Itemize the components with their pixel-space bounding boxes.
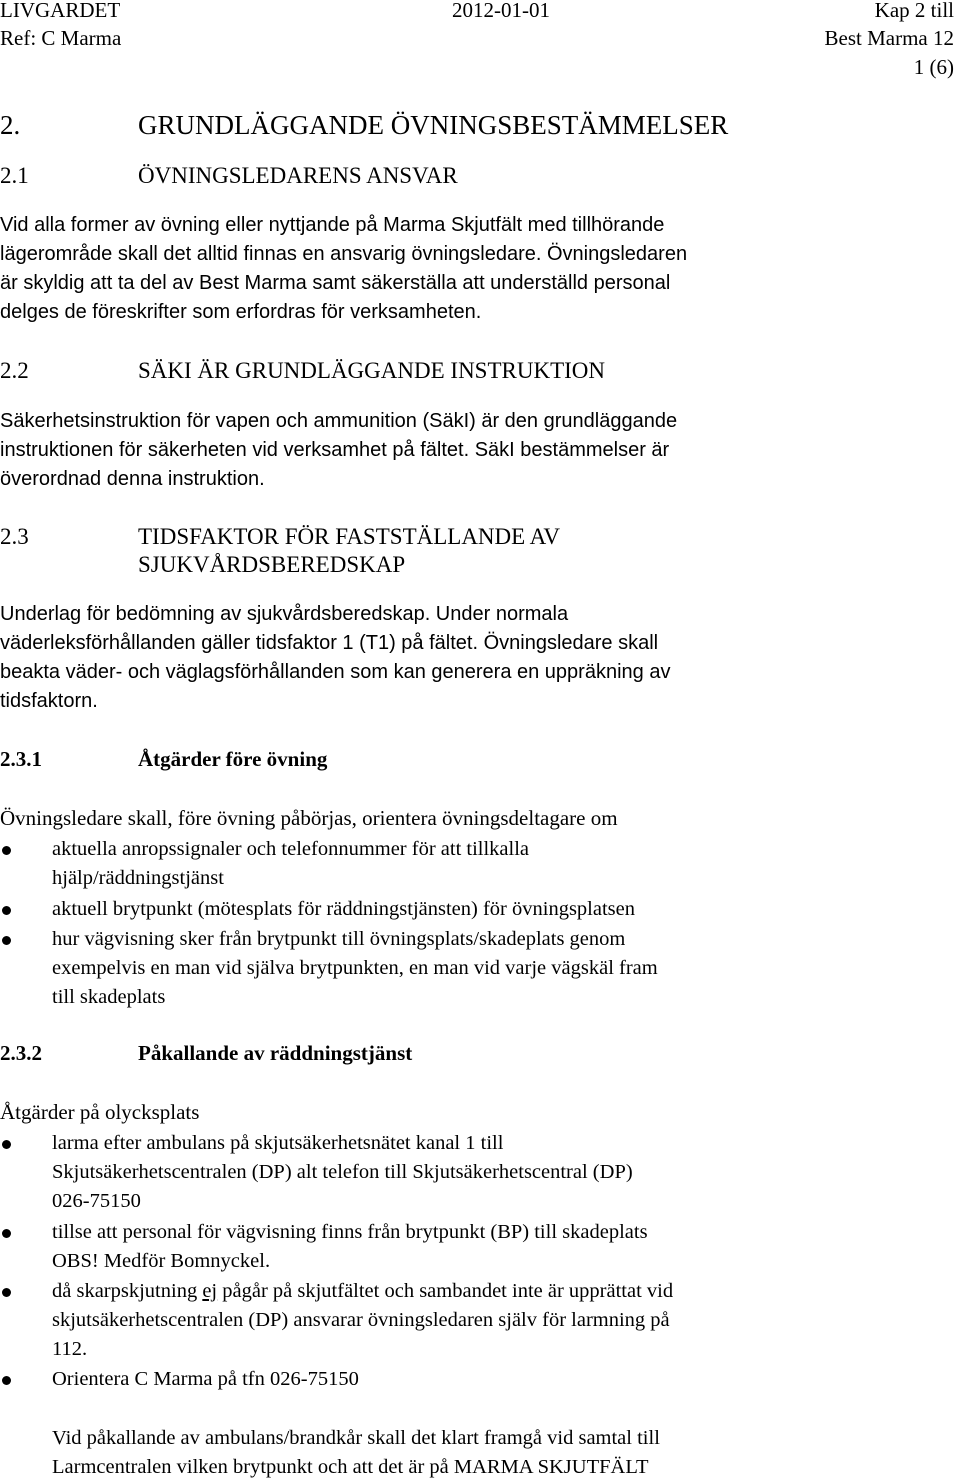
text-line: till skadeplats: [52, 986, 166, 1008]
section-number: 2.3: [0, 524, 29, 549]
text-line: Vid alla former av övning eller nyttjande på Marma Skjutfält med tillhörande: [0, 214, 665, 236]
text-segment: då skarpskjutning: [52, 1280, 203, 1302]
section-title: SJUKVÅRDSBEREDSKAP: [138, 552, 406, 577]
emphasis: ej: [202, 1280, 218, 1302]
text-line: aktuell brytpunkt (mötesplats för räddningstjänsten) för övningsplatsen: [52, 898, 635, 920]
bullet-icon: [2, 846, 11, 855]
paragraph-2-2: [0, 407, 955, 494]
text-line: aktuella anropssignaler och telefonnummer för att tillkalla: [52, 838, 530, 860]
text-line: Underlag för bedömning av sjukvårdsberedskap. Under normala: [0, 603, 569, 625]
text-line: [52, 1277, 952, 1306]
intro-2-3-2: Åtgärder på olycksplats: [0, 1100, 200, 1124]
text-line: OBS! Medför Bomnyckel.: [52, 1250, 271, 1272]
text-line: tidsfaktorn.: [0, 690, 98, 712]
text-line: tillse att personal för vägvisning finns från brytpunkt (BP) till skadeplats: [52, 1221, 648, 1243]
header-page: 1 (6): [913, 55, 954, 79]
text-line: 112.: [52, 1338, 88, 1360]
text-line: instruktionen för säkerheten vid verksamhet på fältet. SäkI bestämmelser är: [0, 439, 670, 461]
section-number: 2.: [0, 110, 21, 140]
bullet-icon: [2, 1288, 11, 1297]
text-line: hjälp/räddningstjänst: [52, 867, 224, 889]
bullet-icon: [2, 1140, 11, 1149]
intro-2-3-1: Övningsledare skall, före övning påbörjas, orientera övningsdeltagare om: [0, 806, 618, 830]
text-line: Vid påkallande av ambulans/brandkår skall det klart framgå vid samtal till: [52, 1427, 660, 1449]
text-line: exempelvis en man vid själva brytpunkten, en man vid varje vägskäl fram: [52, 957, 658, 979]
text-line: Larmcentralen vilken brytpunkt och att det är på MARMA SKJUTFÄLT: [52, 1456, 649, 1478]
text-segment: pågår på skjutfältet och sambandet inte är upprättat vid: [217, 1280, 674, 1302]
section-title: Åtgärder före övning: [138, 747, 328, 771]
header-ref: Ref: C Marma: [0, 26, 122, 50]
text-line: Säkerhetsinstruktion för vapen och ammunition (SäkI) är den grundläggande: [0, 410, 678, 432]
section-number: 2.1: [0, 163, 29, 188]
text-line: larma efter ambulans på skjutsäkerhetsnätet kanal 1 till: [52, 1132, 504, 1154]
paragraph-2-3: [0, 600, 955, 716]
text-line: delges de föreskrifter som erfordras för verksamheten.: [0, 301, 482, 323]
header-chapter: Kap 2 till: [874, 0, 954, 22]
text-line: beakta väder- och väglagsförhållanden som kan generera en uppräkning av: [0, 661, 671, 683]
section-title: GRUNDLÄGGANDE ÖVNINGSBESTÄMMELSER: [138, 110, 729, 140]
text-line: 026-75150: [52, 1190, 141, 1212]
bullet-icon: [2, 936, 11, 945]
text-line: hur vägvisning sker från brytpunkt till övningsplats/skadeplats genom: [52, 928, 626, 950]
header-doc: Best Marma 12: [824, 26, 954, 50]
text-line: skjutsäkerhetscentralen (DP) ansvarar övningsledaren själv för larmning på: [52, 1309, 670, 1331]
header-date: 2012-01-01: [452, 0, 550, 22]
header-org: LIVGARDET: [0, 0, 121, 22]
section-number: 2.3.1: [0, 747, 42, 771]
bullet-icon: [2, 1376, 11, 1385]
section-title: ÖVNINGSLEDARENS ANSVAR: [138, 163, 458, 188]
text-line: väderleksförhållanden gäller tidsfaktor 1 (T1) på fältet. Övningsledare skall: [0, 632, 659, 654]
text-line: Orientera C Marma på tfn 026-75150: [52, 1368, 359, 1390]
section-title: Påkallande av räddningstjänst: [138, 1041, 413, 1065]
text-line: Skjutsäkerhetscentralen (DP) alt telefon till Skjutsäkerhetscentral (DP): [52, 1161, 633, 1183]
bullet-icon: [2, 906, 11, 915]
paragraph-2-1: [0, 211, 955, 327]
text-line: överordnad denna instruktion.: [0, 468, 265, 490]
section-number: 2.2: [0, 358, 29, 383]
section-title: TIDSFAKTOR FÖR FASTSTÄLLANDE AV: [138, 524, 560, 549]
text-line: lägerområde skall det alltid finnas en ansvarig övningsledare. Övningsledaren: [0, 243, 688, 265]
section-title: SÄKI ÄR GRUNDLÄGGANDE INSTRUKTION: [138, 358, 606, 383]
bullet-icon: [2, 1229, 11, 1238]
text-line: är skyldig att ta del av Best Marma samt säkerställa att underställd personal: [0, 272, 671, 294]
section-number: 2.3.2: [0, 1041, 42, 1065]
